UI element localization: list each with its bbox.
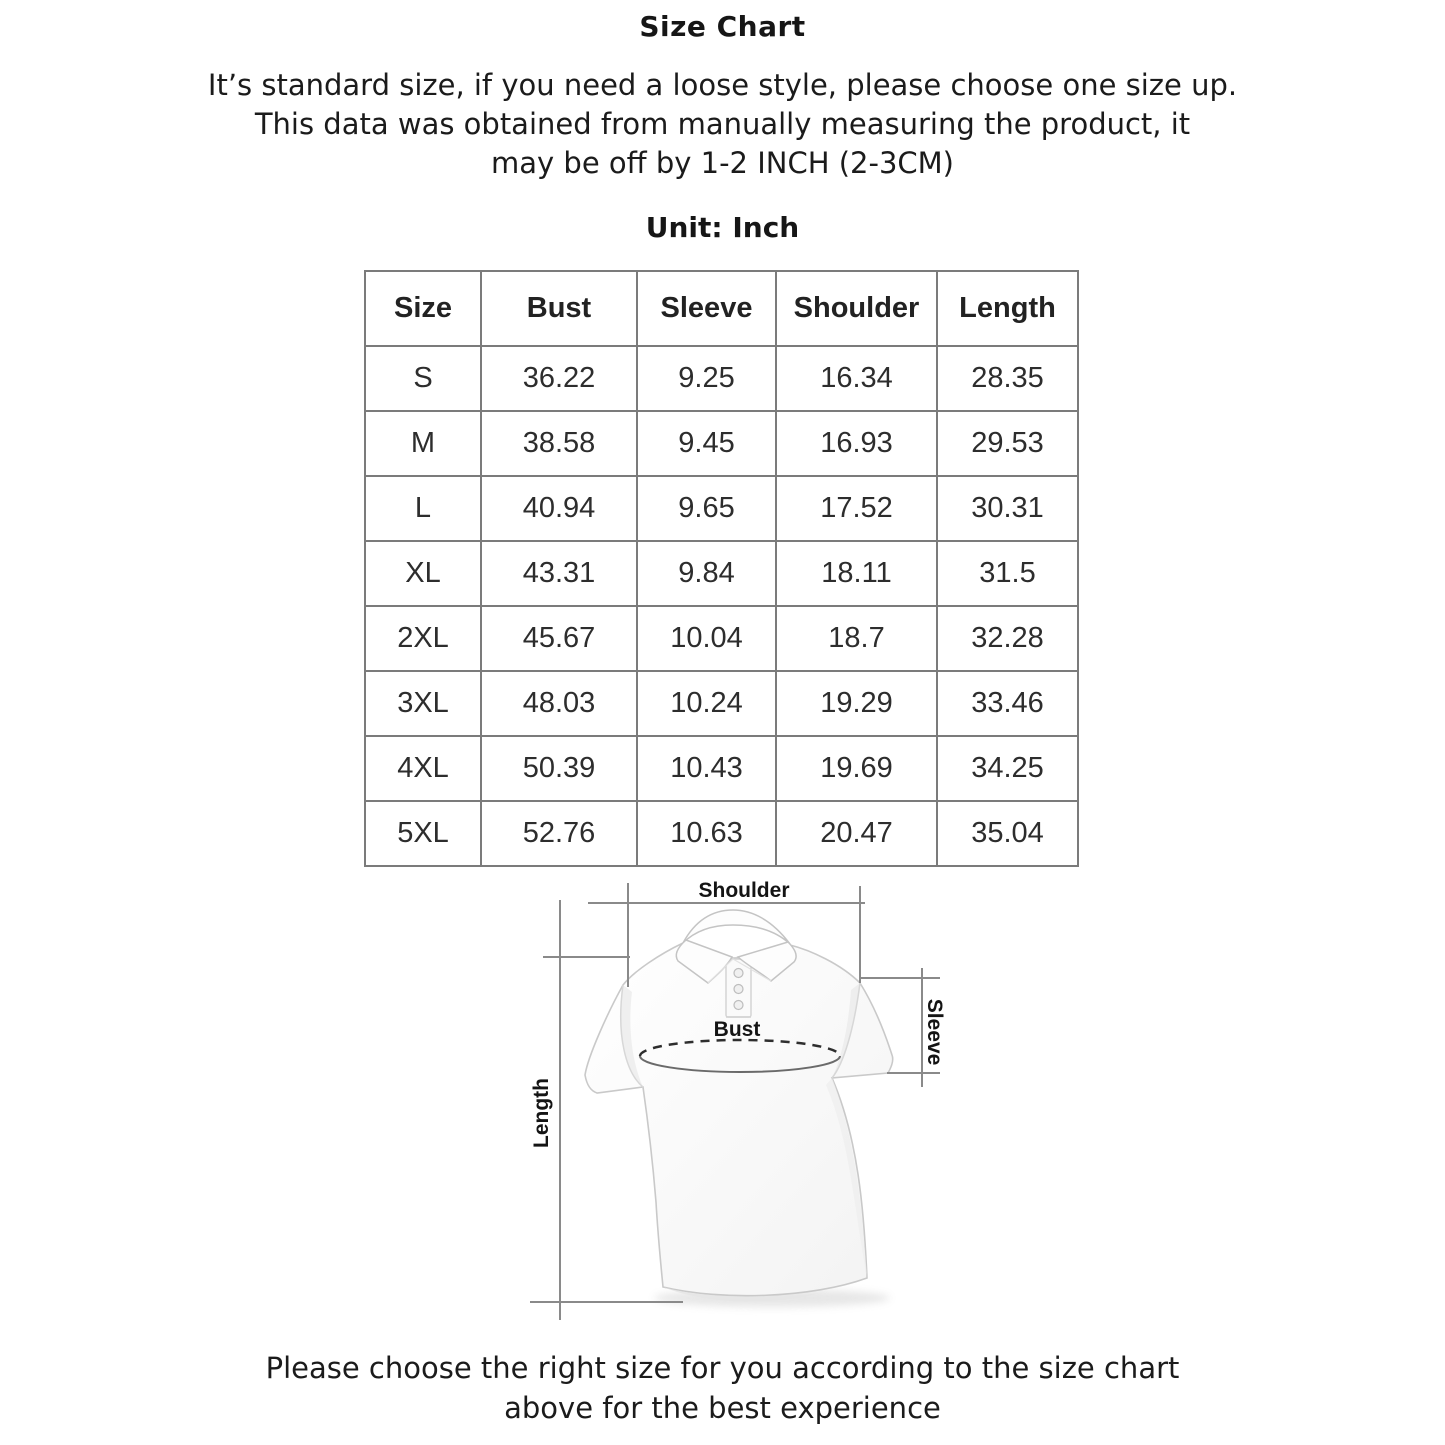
- col-header-sleeve: Sleeve: [637, 271, 776, 346]
- cell-shoulder: 18.11: [776, 541, 937, 606]
- table-row: [365, 801, 1078, 866]
- measurement-diagram: [520, 860, 980, 1335]
- size-table: [364, 270, 1079, 867]
- cell-shoulder: 19.29: [776, 671, 937, 736]
- intro-text: [0, 66, 1445, 183]
- cell-shoulder: 17.52: [776, 476, 937, 541]
- length-label: Length: [530, 1078, 553, 1148]
- col-header-bust: Bust: [481, 271, 637, 346]
- table-row: [365, 736, 1078, 801]
- col-header-length: Length: [937, 271, 1078, 346]
- button-icon: [734, 969, 743, 978]
- cell-sleeve: 9.45: [637, 411, 776, 476]
- cell-size: 4XL: [365, 736, 481, 801]
- size-table-container: [364, 270, 1079, 867]
- footer-line-2: above for the best experience: [504, 1391, 941, 1425]
- cell-size: 2XL: [365, 606, 481, 671]
- cell-bust: 38.58: [481, 411, 637, 476]
- cell-bust: 40.94: [481, 476, 637, 541]
- cell-sleeve: 10.63: [637, 801, 776, 866]
- cell-size: 5XL: [365, 801, 481, 866]
- col-header-shoulder: Shoulder: [776, 271, 937, 346]
- cell-size: L: [365, 476, 481, 541]
- cell-length: 30.31: [937, 476, 1078, 541]
- shoulder-label: Shoulder: [698, 879, 790, 902]
- bust-label: Bust: [713, 1018, 761, 1041]
- collar-band: [683, 910, 790, 944]
- cell-sleeve: 9.65: [637, 476, 776, 541]
- button-icon: [734, 1001, 743, 1010]
- cell-shoulder: 16.34: [776, 346, 937, 411]
- cell-bust: 50.39: [481, 736, 637, 801]
- cell-bust: 45.67: [481, 606, 637, 671]
- table-row: [365, 411, 1078, 476]
- cell-bust: 43.31: [481, 541, 637, 606]
- cell-shoulder: 20.47: [776, 801, 937, 866]
- table-row: [365, 606, 1078, 671]
- cell-bust: 52.76: [481, 801, 637, 866]
- button-icon: [734, 985, 743, 994]
- cell-shoulder: 16.93: [776, 411, 937, 476]
- table-row: [365, 541, 1078, 606]
- cell-size: XL: [365, 541, 481, 606]
- footer-text: [0, 1348, 1445, 1428]
- cell-bust: 48.03: [481, 671, 637, 736]
- unit-label: Unit: Inch: [645, 211, 800, 244]
- cell-shoulder: 19.69: [776, 736, 937, 801]
- cell-sleeve: 9.25: [637, 346, 776, 411]
- footer-line-1: Please choose the right size for you according to the size chart: [265, 1351, 1180, 1385]
- col-header-size: Size: [365, 271, 481, 346]
- cell-length: 31.5: [937, 541, 1078, 606]
- intro-line-2: This data was obtained from manually measuring the product, it: [254, 107, 1191, 141]
- cell-length: 28.35: [937, 346, 1078, 411]
- polo-shirt-diagram: [520, 860, 980, 1335]
- intro-line-1: It’s standard size, if you need a loose style, please choose one size up.: [207, 68, 1238, 102]
- sleeve-label: Sleeve: [923, 998, 946, 1066]
- intro-line-3: may be off by 1-2 INCH (2-3CM): [491, 146, 954, 180]
- cell-length: 33.46: [937, 671, 1078, 736]
- table-row: [365, 346, 1078, 411]
- cell-length: 29.53: [937, 411, 1078, 476]
- cell-shoulder: 18.7: [776, 606, 937, 671]
- table-header-row: [365, 271, 1078, 346]
- cell-length: 32.28: [937, 606, 1078, 671]
- cell-size: M: [365, 411, 481, 476]
- page-title: Size Chart: [639, 10, 806, 43]
- cell-sleeve: 10.43: [637, 736, 776, 801]
- polo-shirt: [585, 910, 893, 1301]
- cell-bust: 36.22: [481, 346, 637, 411]
- cell-sleeve: 10.04: [637, 606, 776, 671]
- cell-size: S: [365, 346, 481, 411]
- cell-size: 3XL: [365, 671, 481, 736]
- cell-length: 34.25: [937, 736, 1078, 801]
- cell-sleeve: 10.24: [637, 671, 776, 736]
- table-row: [365, 671, 1078, 736]
- table-row: [365, 476, 1078, 541]
- cell-sleeve: 9.84: [637, 541, 776, 606]
- cell-length: 35.04: [937, 801, 1078, 866]
